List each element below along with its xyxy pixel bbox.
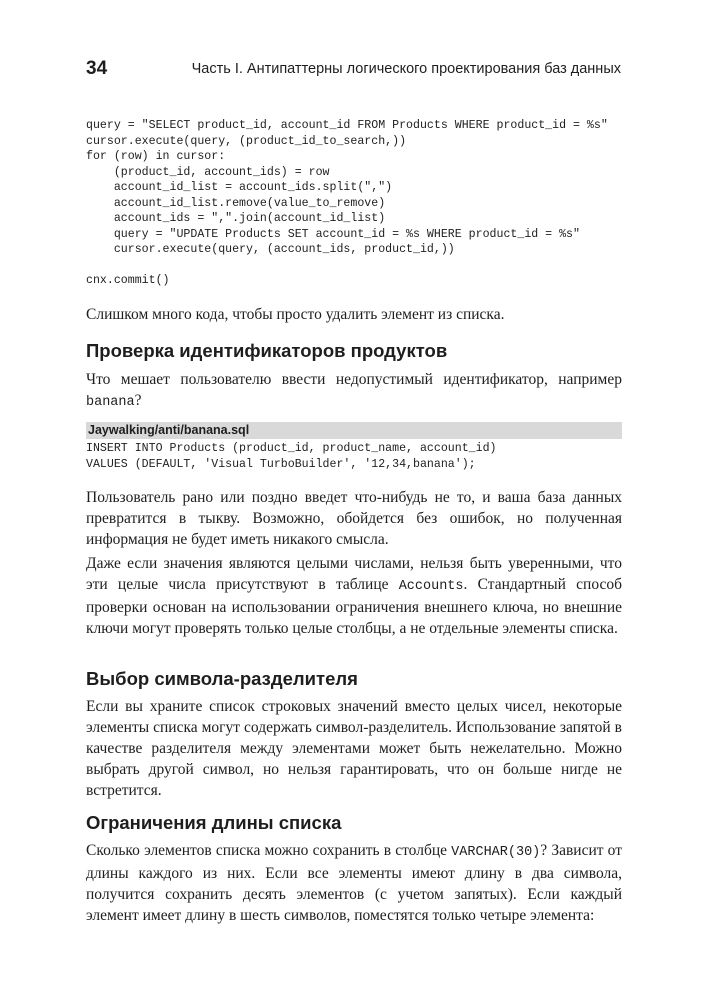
paragraph-too-much-code [86, 304, 622, 325]
text-span: . Стандартный способ проверки основан на использовании ограничения внешнего ключа, но внешние ключи могут проверять только целые столбцы, а не отдельные элементы списка. [86, 576, 622, 637]
code-block-sql: INSERT INTO Products (product_id, product_name, account_id) VALUES (DEFAULT, 'Visual TurboBuilder', '12,34,banana'); [86, 442, 497, 471]
text-span: Что мешает пользователю ввести недопустимый идентификатор, например [86, 371, 622, 388]
text-span: ? Зависит от длины каждого из них. Если все элементы имеют длину в два символа, получится сохранить десять элементов (с учетом запятых). Если каждый элемент имеет длину в шесть символов, поместятся только четыре элемента: [86, 842, 622, 924]
paragraph-separator [86, 696, 622, 801]
text-span: Даже если значения являются целыми числами, нельзя быть уверенными, что эти целые числа присутствуют в таблице [86, 555, 622, 593]
paragraph-text: Пользователь рано или поздно введет что-нибудь не то, и ваша база данных превратится в тыкву. Возможно, обойдется без ошибок, но полученная информация не будет иметь никакого смысла. [86, 489, 622, 548]
paragraph-integers [86, 553, 622, 639]
listing-caption: Jaywalking/anti/banana.sql [86, 422, 622, 439]
paragraph-pumpkin [86, 487, 622, 550]
code-block-python: query = "SELECT product_id, account_id FROM Products WHERE product_id = %s" cursor.execute(query, (product_id_to_search,)) for (row) in cursor: (product_id, account_ids) = row account_id_list = account_ids.split(",") account_id_list.remove(value_to_remove) account_ids = ",".join(account_id_list) query = "UPDATE Products SET account_id = %s WHERE product_id = %s" cursor.execute(query, (account_ids, product_id,)) cnx.commit() [86, 119, 608, 287]
inline-code: banana [86, 395, 135, 410]
paragraph-text: Если вы храните список строковых значений вместо целых чисел, некоторые элементы списка могут содержать символ-разделитель. Использование запятой в качестве разделителя между элементами может быть нежелательно. Можно выбрать другой символ, но нельзя гарантировать, что он больше нигде не встретится. [86, 698, 622, 799]
paragraph-validate-intro [86, 369, 622, 413]
section-heading-validate-ids: Проверка идентификаторов продуктов [86, 340, 448, 361]
text-span: Сколько элементов списка можно сохранить в столбце [86, 842, 452, 859]
running-header: Часть I. Антипаттерны логического проектирования баз данных [191, 61, 621, 77]
paragraph-text: Слишком много кода, чтобы просто удалить элемент из списка. [86, 306, 505, 323]
section-heading-separator: Выбор символа-разделителя [86, 668, 358, 689]
inline-code: Accounts [398, 579, 464, 594]
paragraph-length-limits [86, 840, 622, 926]
inline-code: VARCHAR(30) [451, 845, 541, 860]
page-number: 34 [86, 58, 108, 79]
text-span: ? [134, 392, 142, 409]
section-heading-length-limits: Ограничения длины списка [86, 812, 342, 833]
